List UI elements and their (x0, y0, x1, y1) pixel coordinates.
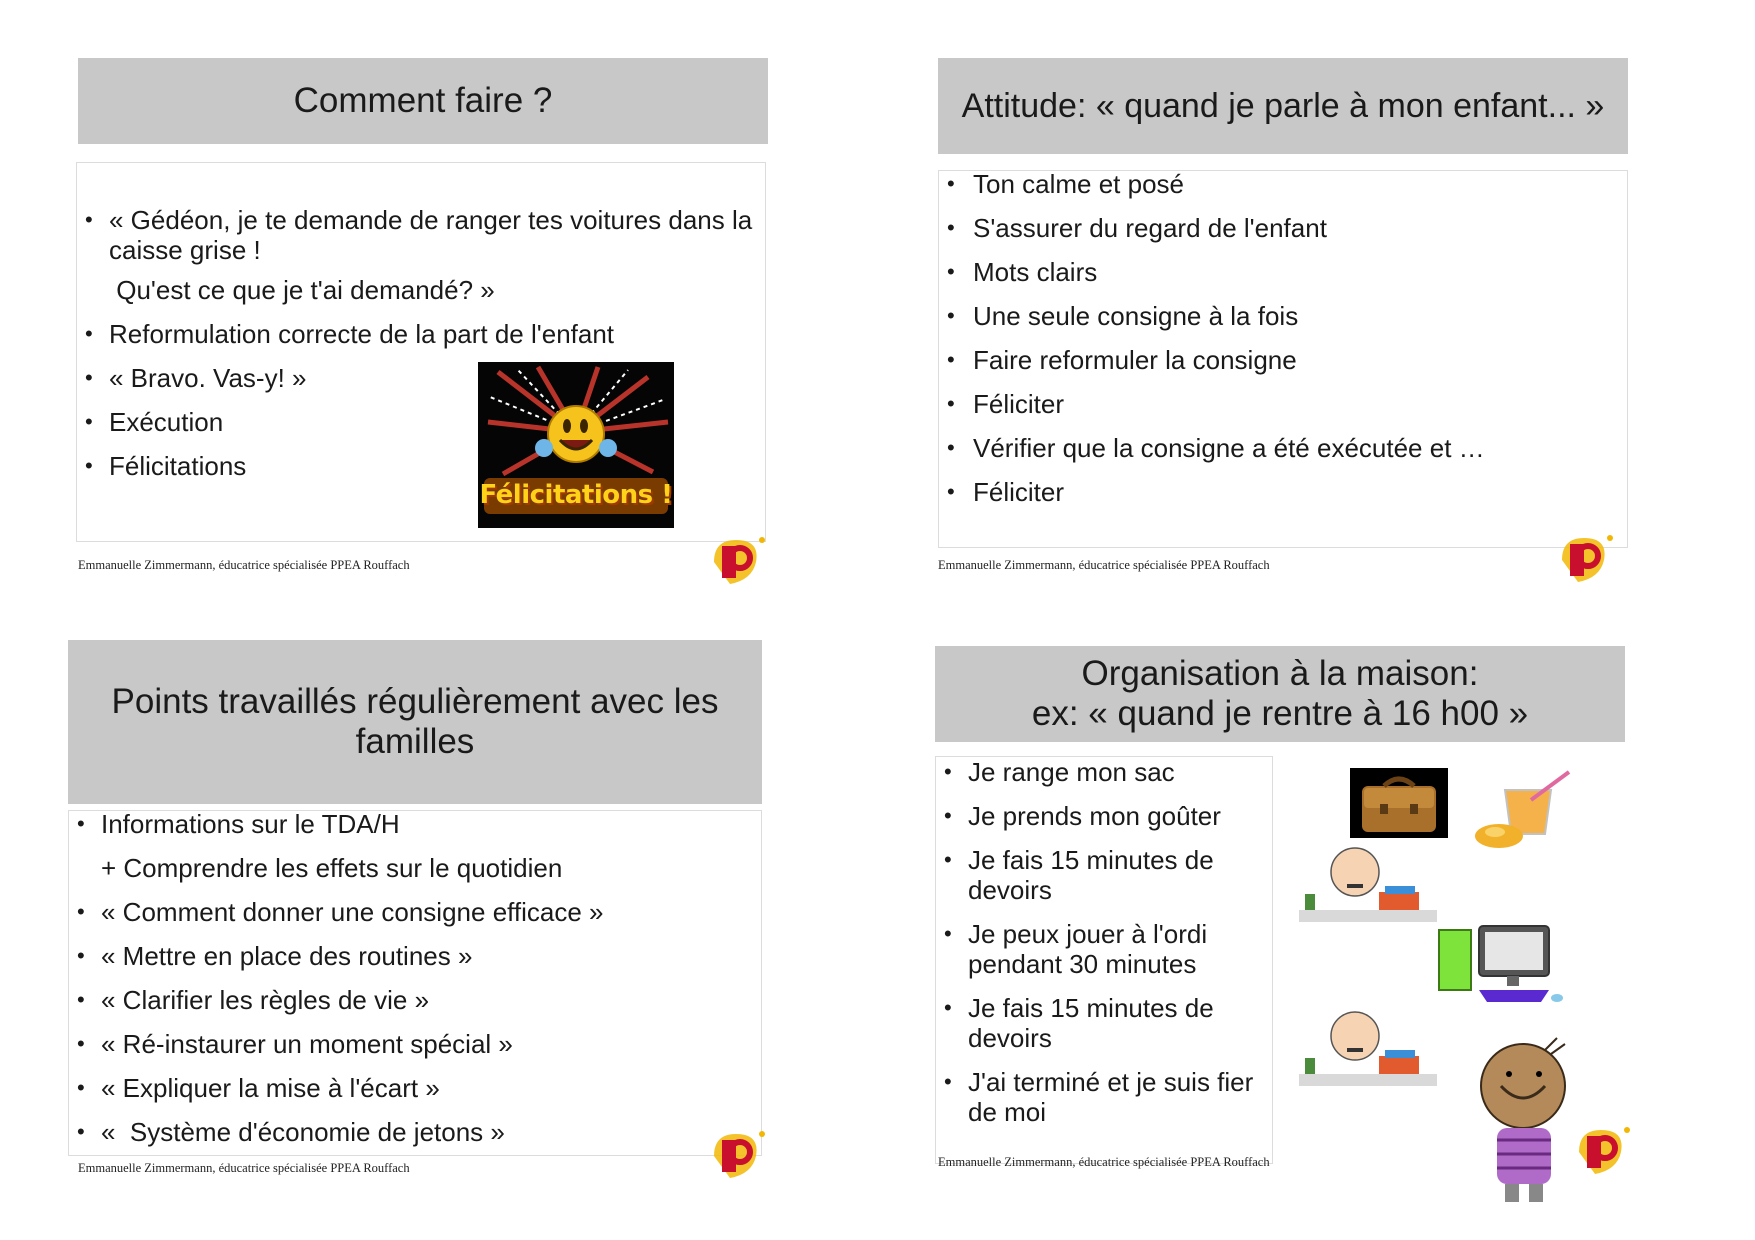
list-item: • « Bravo. Vas-y! » (77, 363, 755, 393)
slide-attitude (930, 50, 1630, 590)
slide-content (938, 170, 1628, 548)
slide-title-text: Attitude: « quand je parle à mon enfant... » (961, 87, 1605, 125)
list-item: • Reformulation correcte de la part de l'enfant (77, 319, 755, 349)
homework-boy-image-2 (1299, 996, 1437, 1096)
list-item: • « Comment donner une consigne efficace » (69, 897, 761, 927)
hospital-logo (700, 532, 780, 592)
list-item: • Exécution (77, 407, 755, 437)
hospital-logo (1548, 530, 1628, 590)
bullet-list (939, 169, 1627, 507)
schoolbag-image (1350, 768, 1448, 838)
slide-content (935, 756, 1273, 1164)
list-item-continuation: Qu'est ce que je t'ai demandé? » (109, 275, 495, 305)
list-item: • Vérifier que la consigne a été exécutée et … (939, 433, 1627, 463)
felicitations-image (478, 362, 674, 528)
slide-footer: Emmanuelle Zimmermann, éducatrice spécialisée PPEA Rouffach (938, 558, 1270, 572)
slide-title-text: Points travaillés régulièrement avec les familles (111, 682, 719, 761)
slide-content (68, 810, 762, 1156)
homework-boy-icon (1299, 996, 1437, 1096)
list-item: • Une seule consigne à la fois (939, 301, 1627, 331)
slide-title (938, 58, 1628, 154)
hospital-logo (700, 1126, 780, 1186)
list-item: • Faire reformuler la consigne (939, 345, 1627, 375)
list-item: • Mots clairs (939, 257, 1627, 287)
list-item: • « Ré-instaurer un moment spécial » (69, 1029, 761, 1059)
list-item: • Féliciter (939, 389, 1627, 419)
slide-title (935, 646, 1625, 742)
slide-title-line2: ex: « quand je rentre à 16 h00 » (1031, 694, 1529, 733)
list-item: • « Système d'économie de jetons » (69, 1117, 761, 1147)
felicitations-image-text: Félicitations ! (479, 480, 673, 510)
list-item: • Je range mon sac (936, 757, 1266, 787)
list-item: • Je prends mon goûter (936, 801, 1266, 831)
slide-points-travailles (60, 640, 760, 1180)
list-item: • « Gédéon, je te demande de ranger tes voitures dans la caisse grise ! (77, 205, 755, 265)
bullet-list (69, 809, 761, 1147)
slide-comment-faire (70, 50, 770, 590)
list-item-continuation: + Comprendre les effets sur le quotidien (101, 853, 563, 883)
list-item: • Ton calme et posé (939, 169, 1627, 199)
snack-image (1465, 770, 1575, 850)
slide-title-text: Comment faire ? (293, 81, 553, 120)
list-item: • S'assurer du regard de l'enfant (939, 213, 1627, 243)
slide-title (78, 58, 768, 144)
list-item: • Je fais 15 minutes de devoirs (936, 993, 1266, 1053)
hospital-logo (1565, 1122, 1645, 1182)
slide-organisation (935, 646, 1655, 1206)
list-item: • « Clarifier les règles de vie » (69, 985, 761, 1015)
list-item: • Féliciter (939, 477, 1627, 507)
slide-footer: Emmanuelle Zimmermann, éducatrice spécialisée PPEA Rouffach (78, 1161, 410, 1175)
list-item: • J'ai terminé et je suis fier de moi (936, 1067, 1266, 1127)
computer-icon (1435, 924, 1565, 1006)
list-item: • Félicitations (77, 451, 755, 481)
bullet-list (936, 757, 1272, 1127)
slide-title (68, 640, 762, 804)
list-item: • « Mettre en place des routines » (69, 941, 761, 971)
homework-boy-image (1299, 832, 1437, 932)
slide-footer: Emmanuelle Zimmermann, éducatrice spécialisée PPEA Rouffach (78, 558, 410, 572)
slide-footer: Emmanuelle Zimmermann, éducatrice spécialisée PPEA Rouffach (938, 1155, 1270, 1169)
schoolbag-icon (1350, 768, 1448, 838)
list-item: • Informations sur le TDA/H (69, 809, 761, 839)
computer-image (1435, 924, 1565, 1006)
juice-glass-icon (1465, 770, 1575, 850)
list-item: • « Expliquer la mise à l'écart » (69, 1073, 761, 1103)
list-item: • Je fais 15 minutes de devoirs (936, 845, 1266, 905)
homework-boy-icon (1299, 832, 1437, 932)
list-item: • Je peux jouer à l'ordi pendant 30 minutes (936, 919, 1266, 979)
slide-title-line1: Organisation à la maison: (1081, 654, 1479, 693)
